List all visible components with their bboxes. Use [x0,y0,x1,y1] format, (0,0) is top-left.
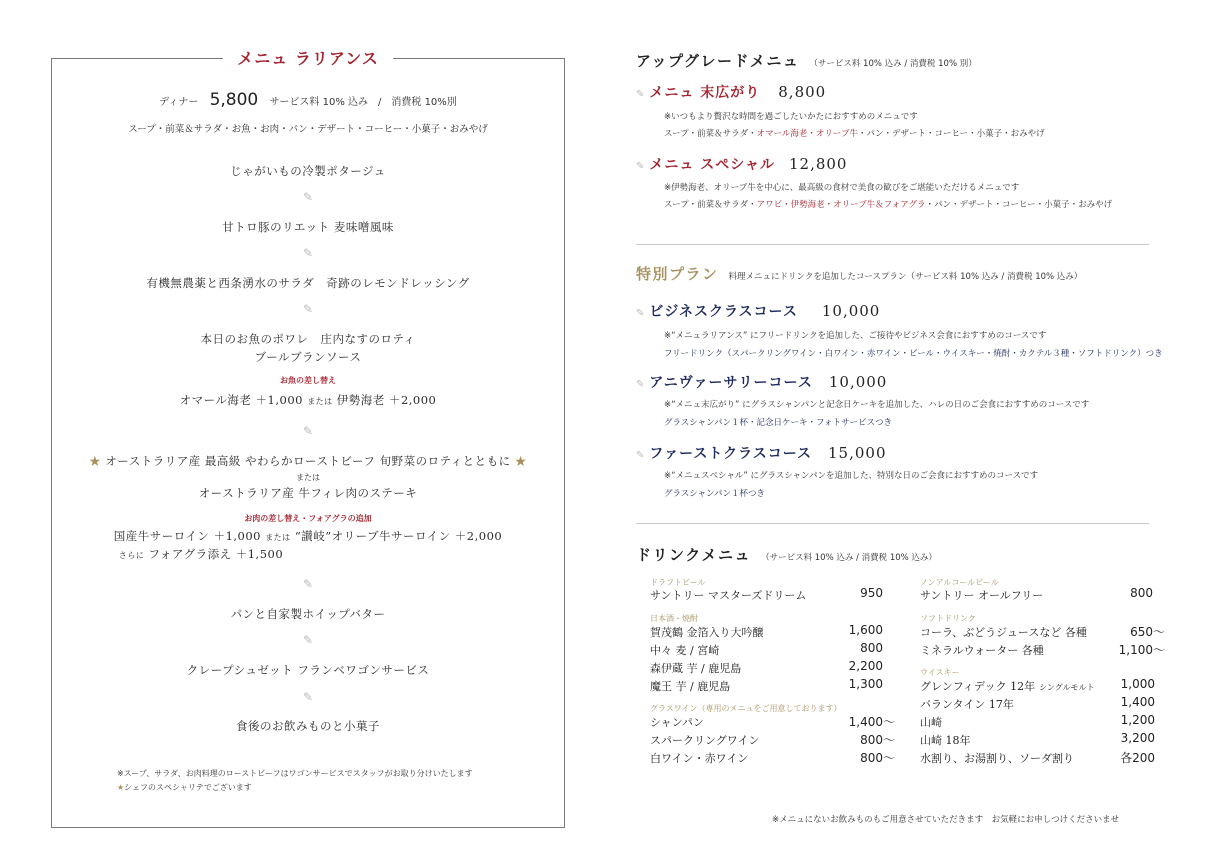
upgrade-title-text: アップグレードメニュ [636,52,800,70]
ornament-icon: ✎ [302,424,314,438]
drink-beer1-price: 950 [860,586,883,600]
plan-1-price: 10,000 [821,302,881,320]
courses-b: ・パン・デザート・コーヒー・小菓子・おみやげ [858,129,1045,139]
plan-2-price: 10,000 [828,373,888,391]
ornament-icon: ✎ [302,190,314,204]
ornament-icon: ✎ [636,89,646,100]
upgrade-menu-1-desc: ※いつもより贅沢な時間を過ごしたいかたにおすすめのメニュです [664,112,918,122]
courses-highlight: アワビ・伊勢海老・オリーブ牛＆フォアグラ [756,200,926,210]
plan-3-name: ファーストクラスコース [649,446,813,462]
beef-or: または [296,473,320,482]
fish-sub-label: お魚の差し替え [280,376,336,385]
star-icon: ★ [89,454,102,468]
drink-sake3: 森伊蔵 芋 / 鹿児島 [650,662,742,675]
drink-footer-note: ※メニュにないお飲みものもご用意させていただきます お気軽にお申しつけくださいませ [772,815,1120,825]
drink-section-title [636,544,937,565]
cat-sake: 日本酒・焼酎 [650,614,698,623]
upgrade-menu-1-name: メニュ 末広がり [649,85,761,101]
upgrade-menu-2-name: メニュ スペシャル [649,157,775,173]
drink-wh3: 山崎 [920,716,942,729]
dish-beef-alt: オーストラリア産 牛フィレ肉のステーキ [198,486,418,500]
plan-3 [636,443,887,463]
dish-fish-sauce: ブールブランソース [254,350,362,364]
courses-a: スープ・前菜＆サラダ・ [664,200,757,210]
courses-highlight: オマール海老・オリーブ牛 [756,129,858,139]
plan-2 [636,372,887,392]
drink-wh1-name: グレンフィデック 12年 [920,680,1036,693]
courses-a: スープ・前菜＆サラダ・ [664,129,757,139]
fish-sub-options [51,392,565,408]
courses-b: ・パン・デザート・コーヒー・小菓子・おみやげ [925,200,1113,210]
meat-sub-foiegras-row [0,546,458,562]
drink-title-text: ドリンクメニュ [636,546,752,564]
drink-wh1-price: 1,000 [1120,677,1155,691]
drink-wine3-price: 800～ [860,751,895,765]
note-specialite-text: シェフのスペシャリテでございます [124,783,252,792]
drink-wh4-price: 3,200 [1120,731,1155,745]
drink-sake4: 魔王 芋 / 鹿児島 [650,680,731,693]
drink-wine2-price: 800～ [860,733,895,747]
upgrade-menu-2-courses [664,198,1112,210]
ornament-icon: ✎ [302,577,314,591]
plan-1 [636,301,880,321]
ornament-icon: ✎ [302,690,314,704]
fish-sub-iseebi: 伊勢海老 ＋2,000 [336,393,437,407]
star-icon: ★ [514,454,527,468]
dish-salad: 有機無農薬と西条湧水のサラダ 奇跡のレモンドレッシング [146,276,470,290]
drink-sake2: 中々 麦 / 宮崎 [650,644,720,657]
dish-coffee: 食後のお飲みものと小菓子 [236,719,380,733]
plan-3-extra: グラスシャンパン１杯つき [664,489,765,499]
ornament-icon: ✎ [636,450,646,461]
drink-na1: サントリー オールフリー [920,589,1044,602]
drink-wh5-price: 各200 [1120,751,1155,765]
courses-summary: スープ・前菜＆サラダ・お魚・お肉・パン・デザート・コーヒー・小菓子・おみやげ [128,124,488,135]
dinner-price-row [51,90,565,110]
fish-sub-or: または [307,397,333,406]
ornament-icon: ✎ [302,302,314,316]
drink-wine1: シャンパン [650,716,705,729]
drink-wine1-price: 1,400～ [848,715,895,729]
drink-sake1-price: 1,600 [848,623,883,637]
plan-3-price: 15,000 [828,444,887,462]
meat-sub-domestic: 国産牛サーロイン ＋1,000 [113,529,261,543]
divider [636,244,1149,245]
ornament-icon: ✎ [302,633,314,647]
upgrade-tax: （サービス料 10% 込み / 消費税 10% 別） [809,59,977,69]
plan-2-extra: グラスシャンパン１杯・記念日ケーキ・フォトサービスつき [664,418,893,428]
drink-wh2-price: 1,400 [1120,695,1155,709]
drink-wine3: 白ワイン・赤ワイン [650,752,749,765]
dish-beef [51,453,565,469]
ornament-icon: ✎ [636,161,646,172]
plan-1-extra: フリードリンク（スパークリングワイン・白ワイン・赤ワイン・ビール・ウイスキー・焼酎・カクテル３種・ソフトドリンク）つき [664,349,1163,359]
dinner-price: 5,800 [209,90,259,110]
left-menu-title: メニュ ラリアンス [223,46,393,72]
drink-wh3-price: 1,200 [1120,713,1155,727]
dish-rillettes: 甘トロ豚のリエット 麦味噌風味 [222,220,394,234]
drink-wh2: バランタイン 17年 [920,698,1014,711]
meat-sub-or: または [265,533,291,542]
drink-wh1-note: シングルモルト [1039,683,1095,692]
dinner-tax: サービス料 10% 込み / 消費税 10%別 [269,97,457,108]
drink-beer1: サントリー マスターズドリーム [650,589,807,602]
upgrade-menu-1 [636,82,826,102]
drink-tax: （サービス料 10% 込み / 消費税 10% 込み） [761,553,937,563]
ornament-icon: ✎ [636,308,646,319]
plan-section-title [636,263,1082,284]
plan-2-desc: ※“メニュ末広がり” にグラスシャンパンと記念日ケーキを追加した、ハレの日のご会食におすすめのコースです [664,400,1090,410]
upgrade-menu-1-price: 8,800 [778,83,827,101]
plan-title-text: 特別プラン [636,265,719,283]
drink-sake2-price: 800 [860,641,883,655]
drink-wh1 [920,678,1095,694]
upgrade-menu-2-price: 12,800 [788,155,848,173]
upgrade-section-title [636,50,977,71]
upgrade-menu-2 [636,154,847,174]
meat-sub-more: さらに [118,551,145,560]
upgrade-menu-1-courses [664,127,1045,139]
cat-whisky: ウイスキー [920,668,960,677]
drink-soft1-price: 650～ [1130,625,1165,639]
drink-soft2: ミネラルウォーター 各種 [920,644,1044,657]
drink-wh4: 山崎 18年 [920,734,971,747]
note-wagon: ※スープ、サラダ、お肉料理のローストビーフはワゴンサービスでスタッフがお取り分けいたします [117,769,473,778]
divider [636,523,1149,524]
cat-nonalc: ノンアルコールビール [920,578,999,587]
plan-3-desc: ※“メニュスペシャル” にグラスシャンパンを追加した、特別な日のご会食におすすめのコースです [664,471,1039,481]
upgrade-menu-2-desc: ※伊勢海老、オリーブ牛を中心に、最高級の食材で美食の歓びをご堪能いただけるメニュです [664,183,1020,193]
meat-sub-olive: “讃岐”オリーブ牛サーロイン ＋2,000 [294,529,503,543]
drink-sake3-price: 2,200 [848,659,883,673]
plan-1-name: ビジネスクラスコース [649,304,798,320]
cat-beer: ドラフトビール [650,578,706,587]
dish-fish: 本日のお魚のポワレ 庄内なすのロティ [200,332,416,346]
dinner-label: ディナー [159,97,199,108]
meat-sub-label: お肉の差し替え・フォアグラの追加 [244,514,372,523]
cat-wine: グラスワイン（専用のメニュをご用意しております） [650,704,842,713]
ornament-icon: ✎ [636,379,646,390]
drink-na1-price: 800 [1130,586,1153,600]
drink-wine2: スパークリングワイン [650,734,760,747]
meat-sub-options [51,528,565,544]
dish-soup: じゃがいもの冷製ポタージュ [230,164,386,178]
cat-soft: ソフトドリンク [920,614,976,623]
note-specialite [117,782,252,793]
dish-crepe: クレープシュゼット フランベワゴンサービス [186,663,430,677]
plan-tax: 料理メニュにドリンクを追加したコースプラン（サービス料 10% 込み / 消費税 10% 込み） [728,272,1083,282]
dish-beef-label: オーストラリア産 最高級 やわらかローストビーフ 旬野菜のロティとともに [105,454,511,468]
star-icon: ★ [117,783,125,792]
dish-bread: パンと自家製ホイップバター [230,607,386,621]
fish-sub-lobster: オマール海老 ＋1,000 [179,393,303,407]
plan-1-desc: ※“メニュラリアンス” にフリードリンクを追加した、ご接待やビジネス会食におすすめのコースです [664,331,1047,341]
drink-soft2-price: 1,100～ [1118,643,1165,657]
drink-sake4-price: 1,300 [848,677,883,691]
plan-2-name: アニヴァーサリーコース [649,375,813,391]
drink-sake1: 賀茂鶴 金箔入り大吟醸 [650,626,764,639]
ornament-icon: ✎ [302,246,314,260]
meat-sub-foiegras: フォアグラ添え ＋1,500 [148,547,284,561]
drink-soft1: コーラ、ぶどうジュースなど 各種 [920,626,1087,639]
drink-wh5: 水割り、お湯割り、ソーダ割り [920,752,1074,765]
